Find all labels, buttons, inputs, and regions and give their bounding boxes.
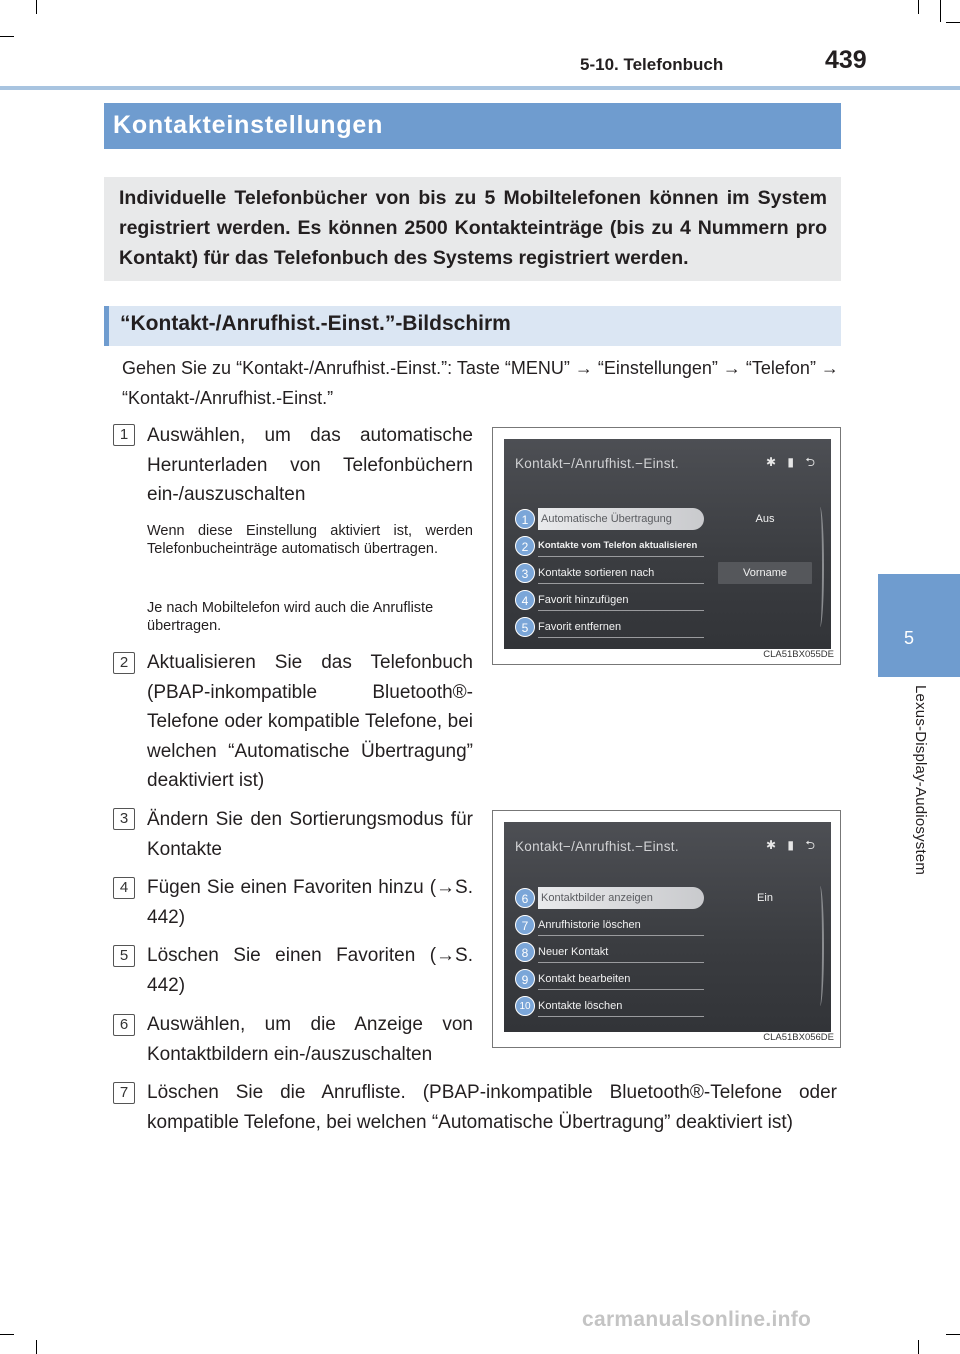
item-number: 3 <box>113 808 135 830</box>
intro-text: Individuelle Telefonbücher von bis zu 5 Mobiltelefonen können im System registriert werden. Es können 2500 Kontakteinträge (bis zu 4 Nummern pro Kontakt) für das Telefonbuch des Systems registriert werden. <box>119 187 827 269</box>
item-number: 6 <box>113 1014 135 1036</box>
bluetooth-phone-back-icons: ✱ ▮ ⮌ <box>766 838 819 852</box>
callout-badge: 1 <box>515 509 535 529</box>
item-text: Aktualisieren Sie das Telefonbuch (PBAP-inkompatible Bluetooth®-Telefone oder kompatible Telefone, bei welchen “Automatische Übertragung” deaktiviert ist) <box>147 652 473 791</box>
screen-title: Kontakt−/Anrufhist.−Einst. <box>515 839 679 854</box>
item-text: Fügen Sie einen Favoriten hinzu (→S. 442) <box>147 877 473 928</box>
callout-badge: 10 <box>515 996 535 1016</box>
menu-row[interactable]: Kontakte vom Telefon aktualisieren <box>538 535 704 557</box>
chapter-tab <box>878 574 960 677</box>
menu-row[interactable]: Kontakte sortieren nach <box>538 562 704 584</box>
menu-row[interactable]: Kontakte löschen <box>538 995 704 1017</box>
figure-code: CLA51BX055DE <box>763 649 834 660</box>
callout-badge: 3 <box>515 563 535 583</box>
crop-mark <box>940 0 941 22</box>
navigation-instruction: Gehen Sie zu “Kontakt-/Anrufhist.-Einst.”: Taste “MENU” → “Einstellungen” → “Telefon” → “Kontakt-/Anrufhist.-Einst.” <box>122 358 839 408</box>
item-number: 7 <box>113 1082 135 1104</box>
crop-mark <box>0 36 14 37</box>
bluetooth-phone-back-icons: ✱ ▮ ⮌ <box>766 455 819 469</box>
item-number: 2 <box>113 652 135 674</box>
callout-badge: 5 <box>515 617 535 637</box>
title-bar <box>104 103 841 149</box>
page-number: 439 <box>825 46 867 74</box>
header-rule <box>0 86 960 90</box>
page-title: Kontakteinstellungen <box>113 111 384 139</box>
figure-code: CLA51BX056DE <box>763 1032 834 1043</box>
row-value: Ein <box>757 892 773 904</box>
screen-title: Kontakt−/Anrufhist.−Einst. <box>515 456 679 471</box>
item-text: Löschen Sie einen Favoriten (→S. 442) <box>147 945 473 996</box>
intro-box <box>104 177 841 281</box>
crop-mark <box>946 1334 960 1335</box>
screen-illustration-2 <box>492 810 841 1048</box>
footer-watermark: carmanualsonline.info <box>582 1308 812 1331</box>
item-text: Auswählen, um die Anzeige von Kontaktbildern ein-/auszuschalten <box>147 1014 473 1065</box>
menu-row[interactable]: Kontakt bearbeiten <box>538 968 704 990</box>
row-value: Vorname <box>718 562 812 584</box>
note-text: Wenn diese Einstellung aktiviert ist, werden Telefonbucheinträge automatisch übertragen. <box>147 523 473 557</box>
row-value: Aus <box>755 513 775 525</box>
section-header: 5-10. Telefonbuch <box>580 55 724 74</box>
crop-mark <box>918 1340 919 1354</box>
crop-mark <box>946 22 960 23</box>
callout-badge: 8 <box>515 942 535 962</box>
item-text: Ändern Sie den Sortierungsmodus für Kontakte <box>147 809 473 860</box>
chapter-label: Lexus-Display-Audiosystem <box>912 685 929 876</box>
item-text: Auswählen, um das automatische Herunterladen von Telefonbüchern ein-/auszuschalten <box>147 425 473 505</box>
crop-mark <box>36 0 37 14</box>
display-screen <box>504 822 831 1032</box>
scroll-arc <box>816 507 824 627</box>
scroll-arc <box>816 886 824 1006</box>
item-number: 5 <box>113 945 135 967</box>
note-text: Je nach Mobiltelefon wird auch die Anrufliste übertragen. <box>147 600 434 634</box>
menu-row[interactable]: Favorit entfernen <box>538 616 704 638</box>
menu-row[interactable]: Anrufhistorie löschen <box>538 914 704 936</box>
menu-row[interactable]: Automatische Übertragung <box>538 508 704 530</box>
display-screen <box>504 439 831 649</box>
menu-row[interactable]: Favorit hinzufügen <box>538 589 704 611</box>
menu-row[interactable]: Kontaktbilder anzeigen <box>538 887 704 909</box>
subsection-title: “Kontakt-/Anrufhist.-Einst.”-Bildschirm <box>120 312 511 335</box>
crop-mark <box>0 1334 14 1335</box>
item-number: 1 <box>113 424 135 446</box>
item-number: 4 <box>113 877 135 899</box>
callout-badge: 4 <box>515 590 535 610</box>
callout-badge: 7 <box>515 915 535 935</box>
crop-mark <box>36 1340 37 1354</box>
callout-badge: 6 <box>515 888 535 908</box>
callout-badge: 9 <box>515 969 535 989</box>
item-text: Löschen Sie die Anrufliste. (PBAP-inkompatible Bluetooth®-Telefone oder kompatible Telefone, bei welchen “Automatische Übertragung” deaktiviert ist) <box>147 1082 837 1133</box>
screen-illustration-1 <box>492 427 841 665</box>
callout-badge: 2 <box>515 536 535 556</box>
crop-mark <box>918 0 919 14</box>
chapter-number: 5 <box>903 628 914 648</box>
menu-row[interactable]: Neuer Kontakt <box>538 941 704 963</box>
subsection-bar <box>104 306 841 346</box>
